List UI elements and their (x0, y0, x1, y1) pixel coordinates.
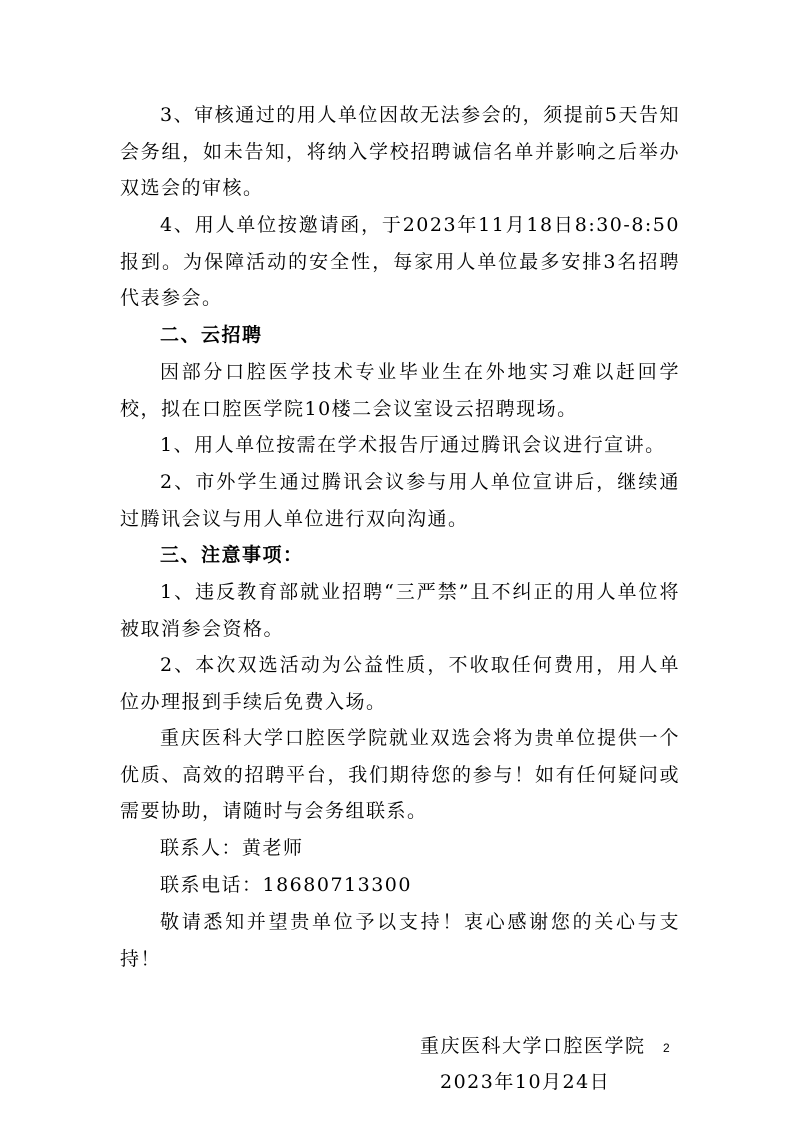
paragraph-absence-notice: 3、审核通过的用人单位因故无法参会的，须提前5天告知会务组，如未告知，将纳入学校招聘诚信名单并影响之后举办双选会的审核。 (120, 104, 680, 200)
paragraph-three-prohibitions: 1、违反教育部就业招聘“三严禁”且不纠正的用人单位将被取消参会资格。 (120, 581, 680, 640)
paragraph-remote-students: 2、市外学生通过腾讯会议参与用人单位宣讲后，继续通过腾讯会议与用人单位进行双向沟通。 (120, 471, 680, 530)
section-heading-notes: 三、注意事项： (160, 544, 304, 566)
paragraph-cloud-venue: 因部分口腔医学技术专业毕业生在外地实习难以赶回学校，拟在口腔医学院10楼二会议室设云招聘现场。 (120, 361, 680, 420)
signature-date: 2023年10月24日 (440, 1071, 611, 1093)
paragraph-registration-time: 4、用人单位按邀请函，于2023年11月18日8:30-8:50报到。为保障活动的安全性，每家用人单位最多安排3名招聘代表参会。 (120, 214, 680, 310)
paragraph-tencent-presentation: 1、用人单位按需在学术报告厅通过腾讯会议进行宣讲。 (160, 434, 666, 456)
paragraph-closing: 敬请悉知并望贵单位予以支持！衷心感谢您的关心与支持！ (120, 911, 680, 970)
page-number: 2 (663, 1041, 670, 1055)
paragraph-free-admission: 2、本次双选活动为公益性质，不收取任何费用，用人单位办理报到手续后免费入场。 (120, 654, 680, 713)
section-heading-cloud-recruitment: 二、云招聘 (160, 324, 263, 346)
signature-organization: 重庆医科大学口腔医学院 (420, 1035, 646, 1057)
paragraph-invitation: 重庆医科大学口腔医学院就业双选会将为贵单位提供一个优质、高效的招聘平台，我们期待您的参与！如有任何疑问或需要协助，请随时与会务组联系。 (120, 727, 680, 823)
contact-phone: 联系电话：18680713300 (160, 874, 412, 896)
contact-person: 联系人：黄老师 (160, 837, 304, 859)
